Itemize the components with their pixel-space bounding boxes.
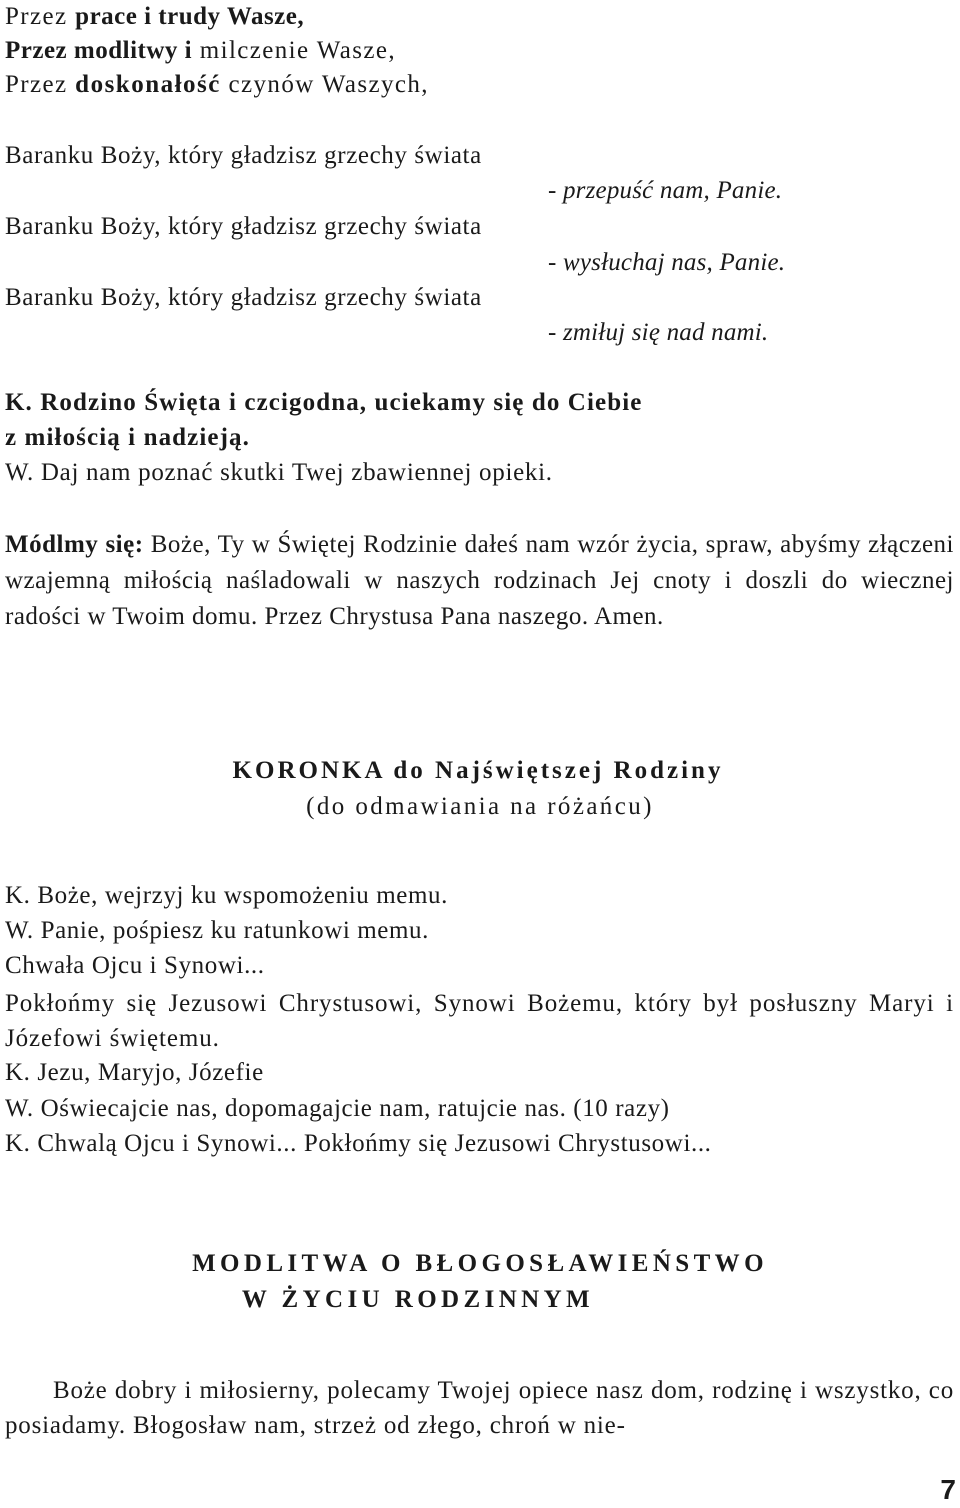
opening-line-3-plain: Przez <box>5 71 76 98</box>
koronka-line: K. Jezu, Maryjo, Józefie <box>5 1059 264 1086</box>
prayer-text: Boże, Ty w Świętej Rodzinie dałeś nam wzór życia, spraw, abyśmy złączeni wzajemną miłością naśladowali w naszych rodzinach Jej cnoty i doszli do wiecznej radości w Twoim domu. Przez Chrystusa Pana naszego. Amen. <box>5 531 954 630</box>
koronka-line: K. Chwalą Ojcu i Synowi... Pokłońmy się Jezusowi Chrystusowi... <box>5 1130 712 1157</box>
blessing-title-line-2: W ŻYCIU RODZINNYM <box>241 1286 595 1313</box>
opening-line-2 <box>5 34 396 68</box>
koronka-title: KORONKA do Najświętszej Rodziny <box>232 757 724 784</box>
opening-line-1-plain: Przez <box>5 3 76 30</box>
opening-line-1-bold: prace i trudy Wasze, <box>75 3 305 30</box>
blessing-title-line-1: MODLITWA O BŁOGOSŁAWIEŃSTWO <box>192 1250 768 1277</box>
antiphon-k-line-1: K. Rodzino Święta i czcigodna, uciekamy się do Ciebie <box>5 389 643 416</box>
opening-line-3-bold: doskonałość <box>75 71 221 98</box>
agnus-response: - przepuść nam, Panie. <box>548 177 783 204</box>
agnus-invocation: Baranku Boży, który gładzisz grzechy świata <box>5 142 482 169</box>
page-number: 7 <box>940 1474 956 1505</box>
koronka-line: Chwała Ojcu i Synowi... <box>5 952 265 979</box>
prayer-label: Módlmy się: <box>5 531 144 558</box>
koronka-line: W. Oświecajcie nas, dopomagajcie nam, ratujcie nas. (10 razy) <box>5 1095 670 1122</box>
koronka-line: Pokłońmy się Jezusowi Chrystusowi, Synowi Bożemu, który był posłuszny Maryi i Józefowi świętemu. <box>5 990 954 1052</box>
blessing-text: Boże dobry i miłosierny, polecamy Twojej opiece nasz dom, rodzinę i wszystko, co posiadamy. Błogosław nam, strzeż od złego, chroń w nie- <box>5 1377 954 1439</box>
koronka-line: K. Boże, wejrzyj ku wspomożeniu memu. <box>5 882 448 909</box>
opening-line-3-tail: czynów Waszych, <box>220 71 429 98</box>
opening-line-3 <box>5 68 429 102</box>
antiphon-k-line-2: z miłością i nadzieją. <box>5 424 251 451</box>
agnus-invocation: Baranku Boży, który gładzisz grzechy świata <box>5 284 482 311</box>
koronka-subtitle: (do odmawiania na różańcu) <box>306 793 654 820</box>
opening-line-1 <box>5 0 304 34</box>
agnus-invocation: Baranku Boży, który gładzisz grzechy świata <box>5 213 482 240</box>
agnus-response: - zmiłuj się nad nami. <box>548 319 769 346</box>
antiphon-w-line: W. Daj nam poznać skutki Twej zbawiennej opieki. <box>5 459 553 486</box>
koronka-line: W. Panie, pośpiesz ku ratunkowi memu. <box>5 917 429 944</box>
opening-line-2-plain: milczenie Wasze, <box>192 37 396 64</box>
agnus-response: - wysłuchaj nas, Panie. <box>548 249 786 276</box>
closing-prayer <box>5 527 954 635</box>
opening-line-2-bold: Przez modlitwy i <box>5 37 193 64</box>
